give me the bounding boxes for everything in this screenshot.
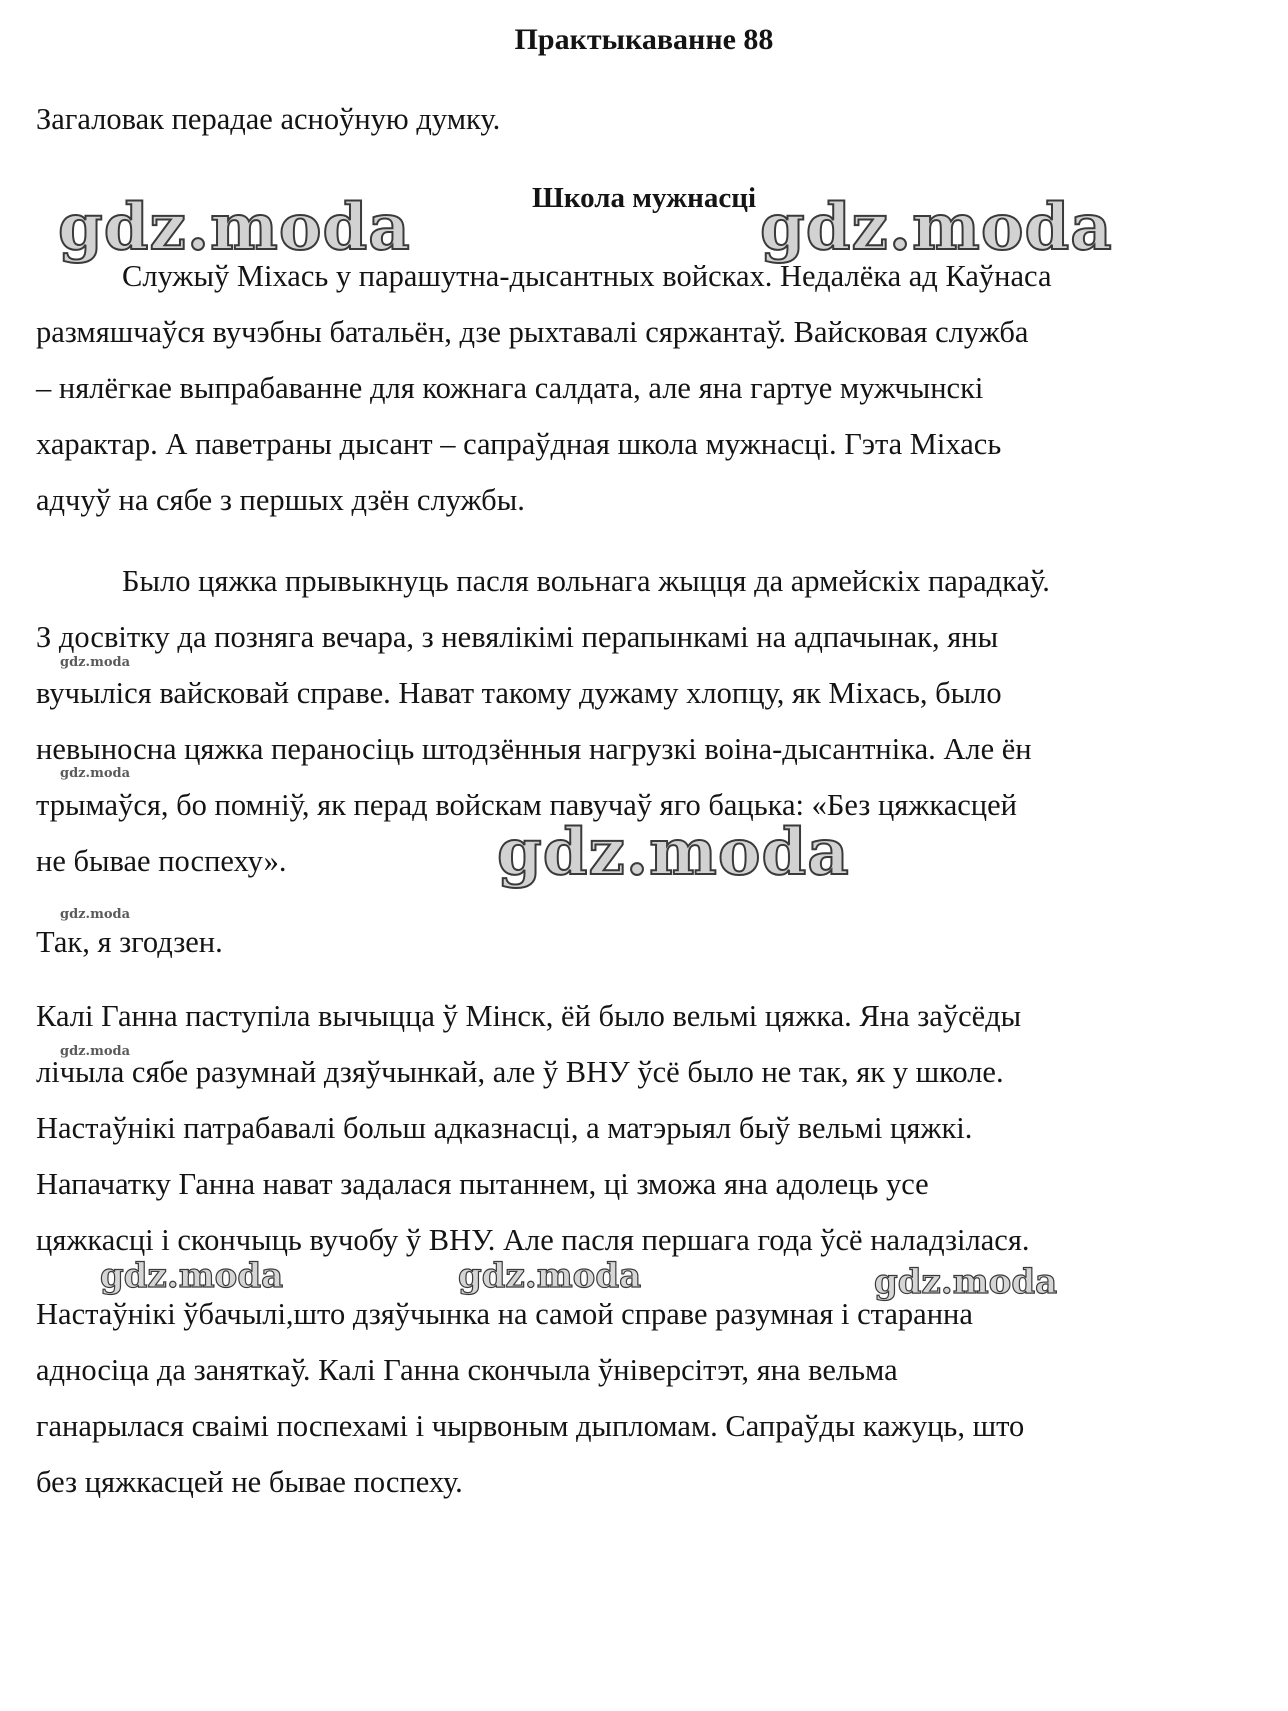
paragraph2-line: невыносна цяжка пераносіць штодзённыя нагрузкі воіна-дысантніка. Але ён	[36, 732, 1032, 766]
paragraph3-line: Настаўнікі патрабавалі больш адказнасці, а матэрыял быў вельмі цяжкі.	[36, 1111, 973, 1145]
intro-text: Загаловак перадае асноўную думку.	[36, 102, 501, 136]
paragraph2-line: трымаўся, бо помніў, як перад войскам павучаў яго бацька: «Без цяжкасцей	[36, 788, 1017, 822]
answer-text: Так, я згодзен.	[36, 925, 223, 959]
paragraph2-line: не бывае поспеху».	[36, 844, 287, 878]
paragraph2-line: Было цяжка прывыкнуць пасля вольнага жыцця да армейскіх парадкаў.	[122, 564, 1050, 598]
paragraph3-line: Настаўнікі ўбачылі,што дзяўчынка на самой справе разумная і старанна	[36, 1297, 973, 1331]
paragraph3-line: без цяжкасцей не бывае поспеху.	[36, 1465, 463, 1499]
watermark: gdz.moda	[60, 655, 131, 670]
watermark: gdz.moda	[458, 1256, 642, 1296]
paragraph3-line: Напачатку Ганна нават задалася пытаннем, ці зможа яна адолець усе	[36, 1167, 929, 1201]
paragraph3-line: цяжкасці і скончыць вучобу ў ВНУ. Але пасля першага года ўсё наладзілася.	[36, 1223, 1030, 1257]
watermark: gdz.moda	[60, 1044, 131, 1059]
paragraph3-line: ганарылася сваімі поспехамі і чырвоным дыпломам. Сапраўды кажуць, што	[36, 1409, 1025, 1443]
page-title: Практыкаванне 88	[514, 23, 774, 56]
paragraph1-line: размяшчаўся вучэбны батальён, дзе рыхтавалі сяржантаў. Вайсковая служба	[36, 315, 1029, 349]
watermark: gdz.moda	[497, 815, 850, 890]
paragraph1-line: характар. А паветраны дысант – сапраўдная школа мужнасці. Гэта Міхась	[36, 427, 1002, 461]
paragraph1-line: – нялёгкае выпрабаванне для кожнага салдата, але яна гартуе мужчынскі	[36, 371, 984, 405]
watermark: gdz.moda	[58, 190, 411, 265]
watermark: gdz.moda	[100, 1256, 284, 1296]
paragraph2-line: вучыліся вайсковай справе. Нават такому дужаму хлопцу, як Міхась, было	[36, 676, 1002, 710]
watermark: gdz.moda	[60, 907, 131, 922]
paragraph1-line: Служыў Міхась у парашутна-дысантных войсках. Недалёка ад Каўнаса	[122, 259, 1052, 293]
paragraph2-line: З досвітку да позняга вечара, з невялікімі перапынкамі на адпачынак, яны	[36, 620, 999, 654]
watermark: gdz.moda	[60, 766, 131, 781]
paragraph3-line: лічыла сябе разумнай дзяўчынкай, але ў ВНУ ўсё было не так, як у школе.	[36, 1055, 1004, 1089]
watermark: gdz.moda	[760, 190, 1113, 265]
paragraph3-line: адносіца да заняткаў. Калі Ганна скончыла ўніверсітэт, яна вельма	[36, 1353, 898, 1387]
watermark: gdz.moda	[874, 1262, 1058, 1302]
paragraph1-line: адчуў на сябе з першых дзён службы.	[36, 483, 525, 517]
paragraph3-line: Калі Ганна паступіла вычыцца ў Мінск, ёй было вельмі цяжка. Яна заўсёды	[36, 999, 1022, 1033]
story-title: Школа мужнасці	[531, 182, 757, 214]
